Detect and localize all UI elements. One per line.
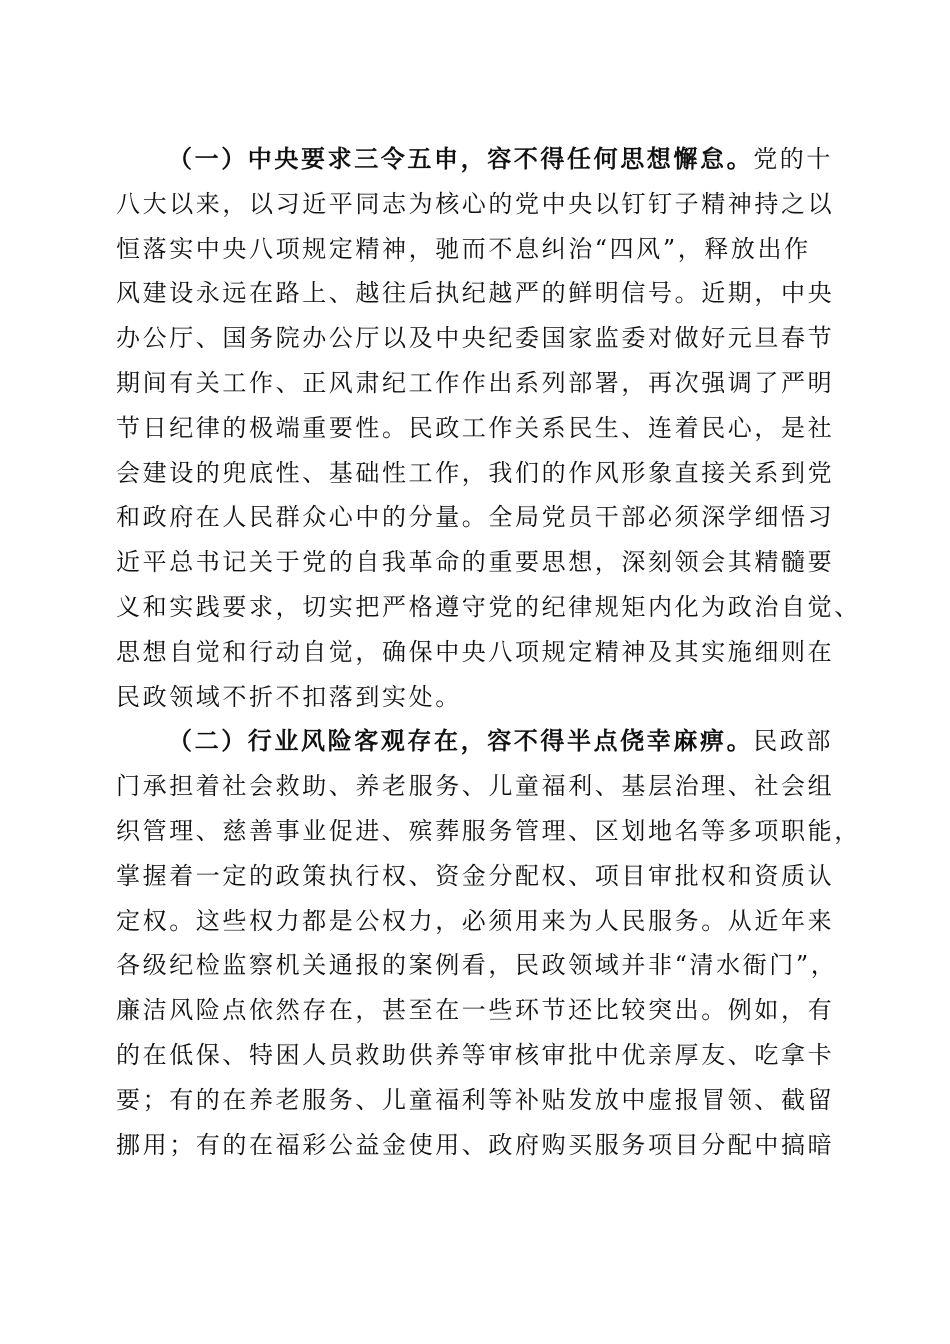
paragraph-line: 各级纪检监察机关通报的案例看，民政领域并非“清水衙门”， <box>116 951 838 980</box>
paragraph-line: 思想自觉和行动自觉，确保中央八项规定精神及其实施细则在 <box>116 637 835 666</box>
paragraph-line: 门承担着社会救助、养老服务、儿童福利、基层治理、社会组 <box>116 772 835 801</box>
paragraph-line <box>116 719 856 764</box>
paragraph-line: 恒落实中央八项规定精神，驰而不息纠治“四风”，释放出作 <box>116 234 811 263</box>
paragraph-line: 会建设的兜底性、基础性工作，我们的作风形象直接关系到党 <box>116 458 835 487</box>
paragraph-line: 和政府在人民群众心中的分量。全局党员干部必须深学细悟习 <box>116 503 835 532</box>
paragraph-heading: （二）行业风险客观存在，容不得半点侥幸麻痹。 <box>168 726 754 756</box>
paragraph-line: 定权。这些权力都是公权力，必须用来为人民服务。从近年来 <box>116 906 835 935</box>
paragraph-line: 期间有关工作、正风肃纪工作作出系列部署，再次强调了严明 <box>116 368 835 397</box>
paragraph-line: 织管理、慈善事业促进、殡葬服务管理、区划地名等多项职能， <box>116 816 861 845</box>
paragraph-line: 节日纪律的极端重要性。民政工作关系民生、连着民心，是社 <box>116 413 835 442</box>
paragraph-heading: （一）中央要求三令五申，容不得任何思想懈怠。 <box>168 144 754 173</box>
paragraph-text: 民政部 <box>753 727 834 756</box>
paragraph-line <box>116 137 856 182</box>
paragraph-line: 的在低保、特困人员救助供养等审核审批中优亲厚友、吃拿卡 <box>116 1040 835 1069</box>
document-body <box>116 137 861 1167</box>
paragraph-line: 近平总书记关于党的自我革命的重要思想，深刻领会其精髓要 <box>116 548 835 577</box>
paragraph-line: 要；有的在养老服务、儿童福利等补贴发放中虚报冒领、截留 <box>116 1085 835 1114</box>
paragraph-2 <box>116 719 861 1167</box>
paragraph-line: 义和实践要求，切实把严格遵守党的纪律规矩内化为政治自觉、 <box>116 592 861 621</box>
paragraph-text: 党的十 <box>753 145 834 173</box>
paragraph-line: 挪用；有的在福彩公益金使用、政府购买服务项目分配中搞暗 <box>116 1130 835 1159</box>
paragraph-line: 办公厅、国务院办公厅以及中央纪委国家监委对做好元旦春节 <box>116 324 835 353</box>
paragraph-line: 八大以来，以习近平同志为核心的党中央以钉钉子精神持之以 <box>116 189 835 218</box>
paragraph-line: 风建设永远在路上、越往后执纪越严的鲜明信号。近期，中央 <box>116 279 835 308</box>
paragraph-line: 廉洁风险点依然存在，甚至在一些环节还比较突出。例如，有 <box>116 996 835 1025</box>
paragraph-line: 民政领域不折不扣落到实处。 <box>116 682 462 711</box>
paragraph-1 <box>116 137 861 719</box>
paragraph-line: 掌握着一定的政策执行权、资金分配权、项目审批权和资质认 <box>116 861 835 890</box>
